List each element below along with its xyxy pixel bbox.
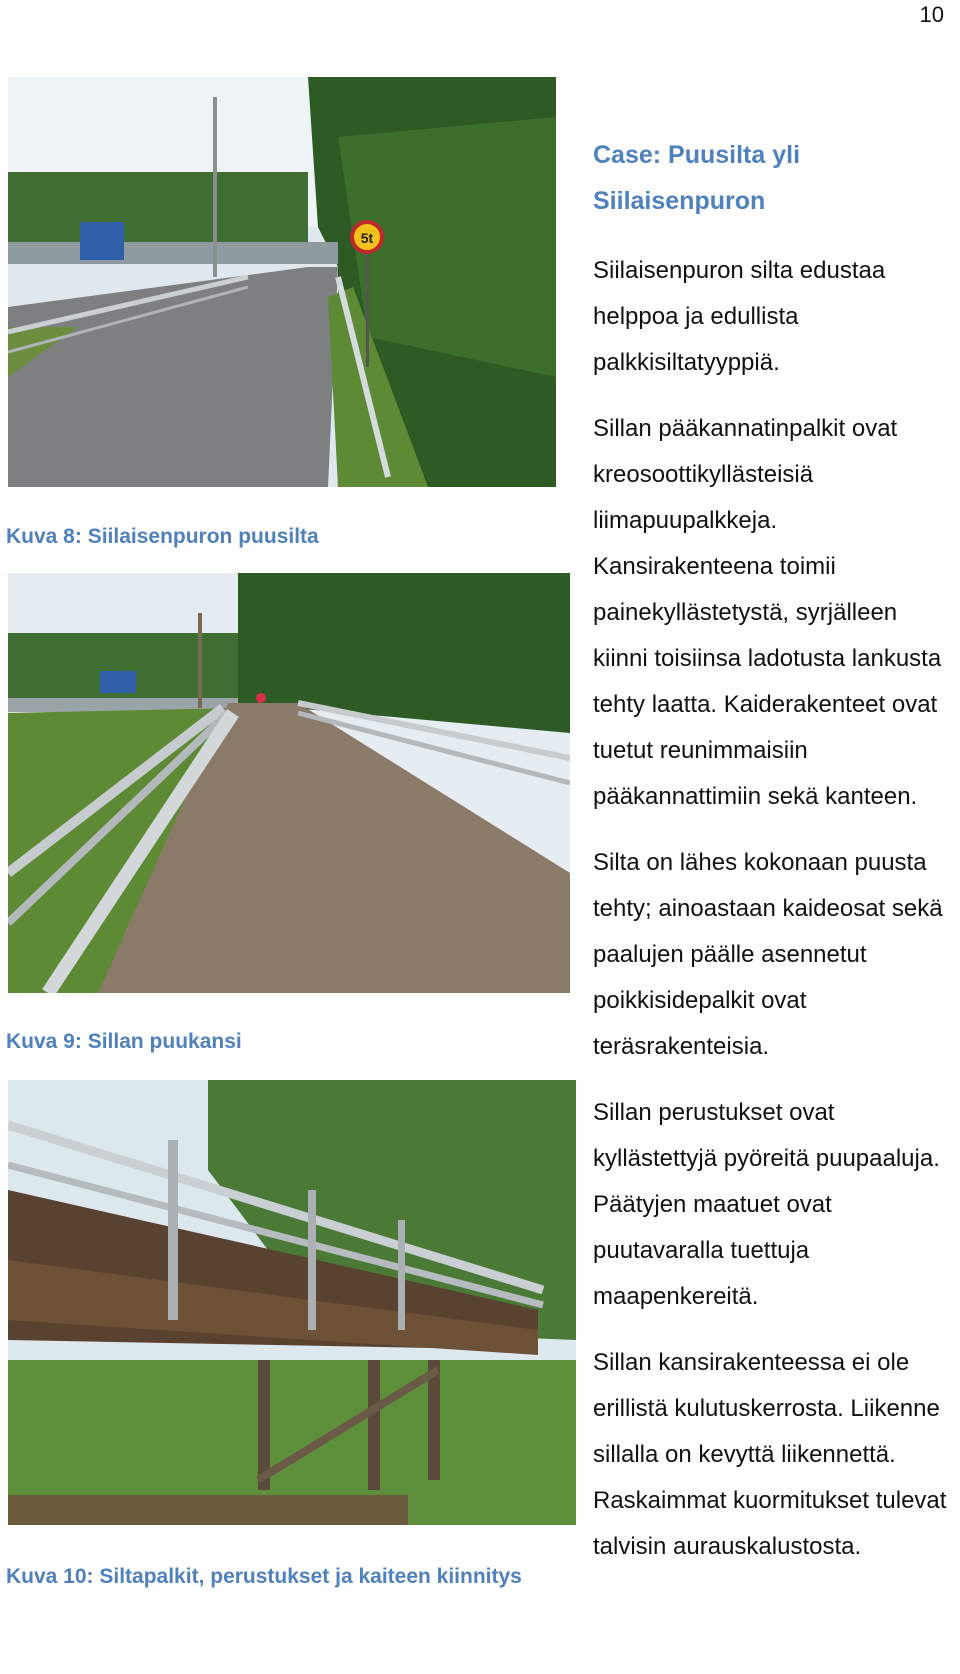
section-heading-line-1: Case: Puusilta yli — [593, 141, 801, 169]
figure-10-photo — [8, 1080, 576, 1525]
figure-9-photo — [8, 573, 570, 993]
figure-10-caption: Kuva 10: Siltapalkit, perustukset ja kaiteen kiinnitys — [6, 1565, 522, 1588]
paragraph-2: Sillan pääkannatinpalkit ovat kreosoottikyllästeisiä liimapuupalkkeja. Kansirakenteena toimii painekyllästetystä, syrjälleen kiinni toisiinsa ladotusta lankusta tehty laatta. Kaiderakenteet ovat tuetut reunimmaisiin pääkannattimiin sekä kanteen. — [593, 415, 942, 810]
page-number: 10 — [919, 2, 944, 27]
wooden-deck-photo-icon — [8, 573, 570, 993]
figure-8-caption: Kuva 8: Siilaisenpuron puusilta — [6, 525, 319, 548]
bridge-path-photo-icon — [8, 77, 556, 487]
text-column — [593, 132, 958, 1590]
paragraph-3: Silta on lähes kokonaan puusta tehty; ainoastaan kaideosat sekä paalujen päälle asennetut poikkisidepalkit ovat teräsrakenteisia. — [593, 849, 943, 1060]
paragraph-1: Siilaisenpuron silta edustaa helppoa ja edullista palkkisiltatyyppiä. — [593, 257, 886, 376]
weight-limit-sign-text: 5t — [360, 230, 374, 246]
section-heading-line-2: Siilaisenpuron — [593, 187, 766, 215]
section-heading — [593, 132, 958, 224]
bridge-beams-photo-icon — [8, 1080, 576, 1525]
paragraph-4: Sillan perustukset ovat kyllästettyjä pyöreitä puupaaluja. Päätyjen maatuet ovat puutavaralla tuettuja maapenkereitä. — [593, 1099, 940, 1310]
paragraph-5: Sillan kansirakenteessa ei ole erillistä kulutuskerrosta. Liikenne sillalla on kevyttä liikennettä. Raskaimmat kuormitukset tulevat talvisin aurauskalustosta. — [593, 1349, 947, 1560]
figure-9-caption: Kuva 9: Sillan puukansi — [6, 1030, 242, 1053]
figure-8-photo — [8, 77, 556, 487]
